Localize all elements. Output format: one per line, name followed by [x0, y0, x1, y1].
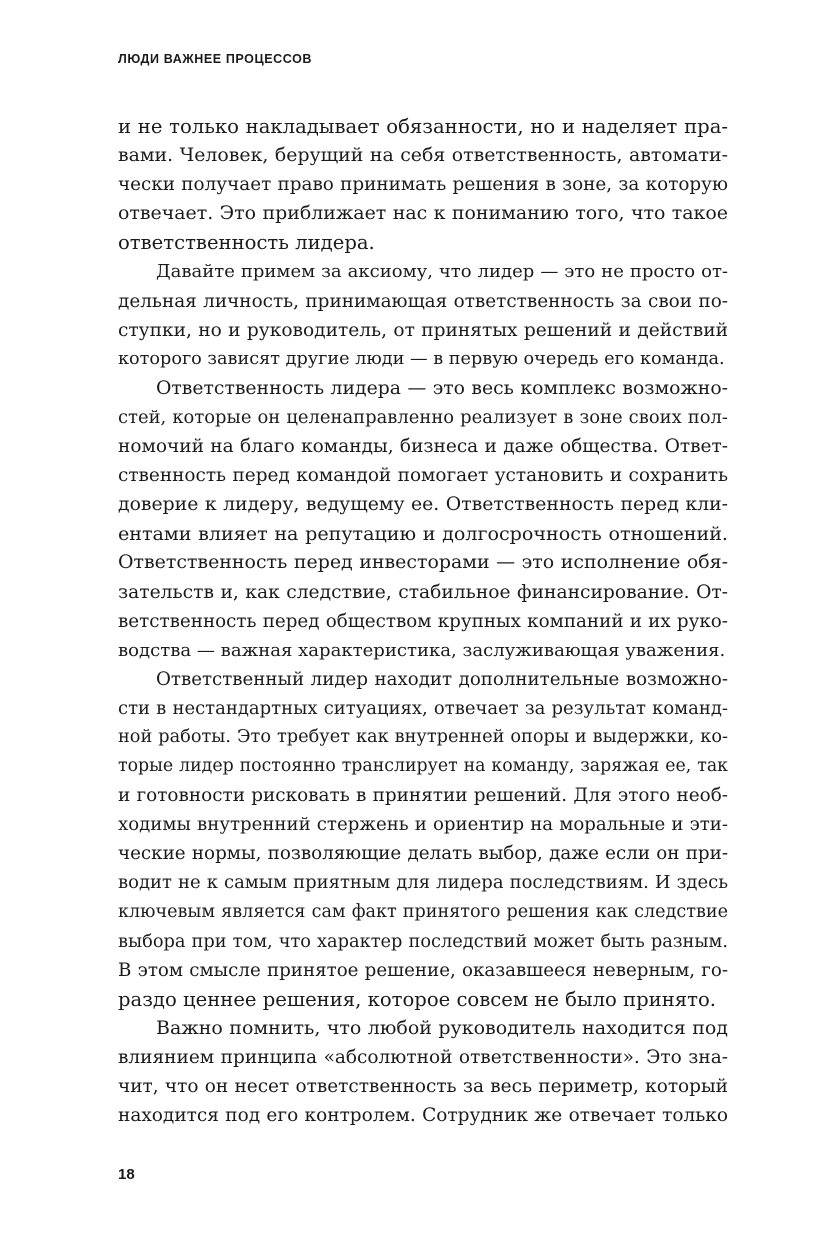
text-line: ственность перед командой помогает установить и сохранить: [118, 465, 728, 487]
text-line: ческие нормы, позволяющие делать выбор, даже если он при-: [118, 843, 728, 865]
text-line: Ответственный лидер находит дополнительные возможно-: [156, 668, 728, 690]
text-line: которого зависят другие люди — в первую очередь его команда.: [118, 348, 725, 369]
running-head-title: ЛЮДИ ВАЖНЕЕ ПРОЦЕССОВ: [118, 52, 313, 66]
text-line: ступки, но и руководитель, от принятых решений и действий: [118, 319, 728, 341]
text-line: раздо ценнее решения, которое совсем не было принято.: [118, 987, 716, 1011]
text-line: водства — важная характеристика, заслуживающая уважения.: [118, 639, 726, 661]
text-line: влиянием принципа «абсолютной ответственности». Это зна-: [118, 1047, 728, 1068]
text-line: Важно помнить, что любой руководитель находится под: [156, 1016, 728, 1039]
text-line: ключевым является сам факт принятого решения как следствие: [118, 901, 728, 922]
text-line: и готовности рисковать в принятии решений. Для этого необ-: [118, 785, 728, 807]
text-line: ходимы внутренний стержень и ориентир на моральные и эти-: [118, 814, 728, 836]
text-line: торые лидер постоянно транслирует на команду, заряжая ее, так: [118, 756, 728, 777]
text-line: Ответственность лидера — это весь комплекс возможно-: [156, 377, 728, 399]
text-line: номочий на благо команды, бизнеса и даже общества. Ответ-: [118, 436, 728, 458]
text-line: и не только накладывает обязанности, но и наделяет пра-: [118, 115, 728, 138]
text-line: ентами влияет на репутацию и долгосрочность отношений.: [118, 522, 728, 546]
text-line: Ответственность перед инвесторами — это исполнение обя-: [118, 551, 728, 574]
text-line: выбора при том, что характер последствий может быть разным.: [118, 930, 728, 952]
text-line: отвечает. Это приближает нас к пониманию того, что такое: [118, 202, 728, 225]
text-line: чески получает право принимать решения в зоне, за которую: [118, 174, 728, 196]
text-line: ной работы. Это требует как внутренней опоры и выдержки, ко-: [118, 726, 728, 747]
page-number: 18: [118, 1166, 135, 1183]
text-line: водит не к самым приятным для лидера последствиям. И здесь: [118, 872, 728, 894]
text-line: ответственность лидера.: [118, 231, 375, 255]
text-line: В этом смысле принятое решение, оказавшееся неверным, го-: [118, 959, 728, 981]
text-line: стей, которые он целенаправленно реализует в зоне своих пол-: [118, 406, 728, 428]
text-line: доверие к лидеру, ведущему ее. Ответственность перед кли-: [118, 494, 728, 516]
text-line: сти в нестандартных ситуациях, отвечает за результат команд-: [118, 697, 728, 719]
text-line: дельная личность, принимающая ответственность за свои по-: [118, 290, 728, 312]
text-line: зательств и, как следствие, стабильное финансирование. От-: [118, 581, 728, 603]
text-line: вами. Человек, берущий на себя ответственность, автомати-: [118, 144, 728, 167]
text-line: ветственность перед обществом крупных компаний и их руко-: [118, 610, 728, 632]
text-line: находится под его контролем. Сотрудник же отвечает только: [118, 1105, 728, 1127]
text-line: Давайте примем за аксиому, что лидер — это не просто от-: [156, 261, 728, 283]
body-text: [118, 112, 728, 1130]
text-line: чит, что он несет ответственность за весь периметр, который: [118, 1076, 728, 1098]
